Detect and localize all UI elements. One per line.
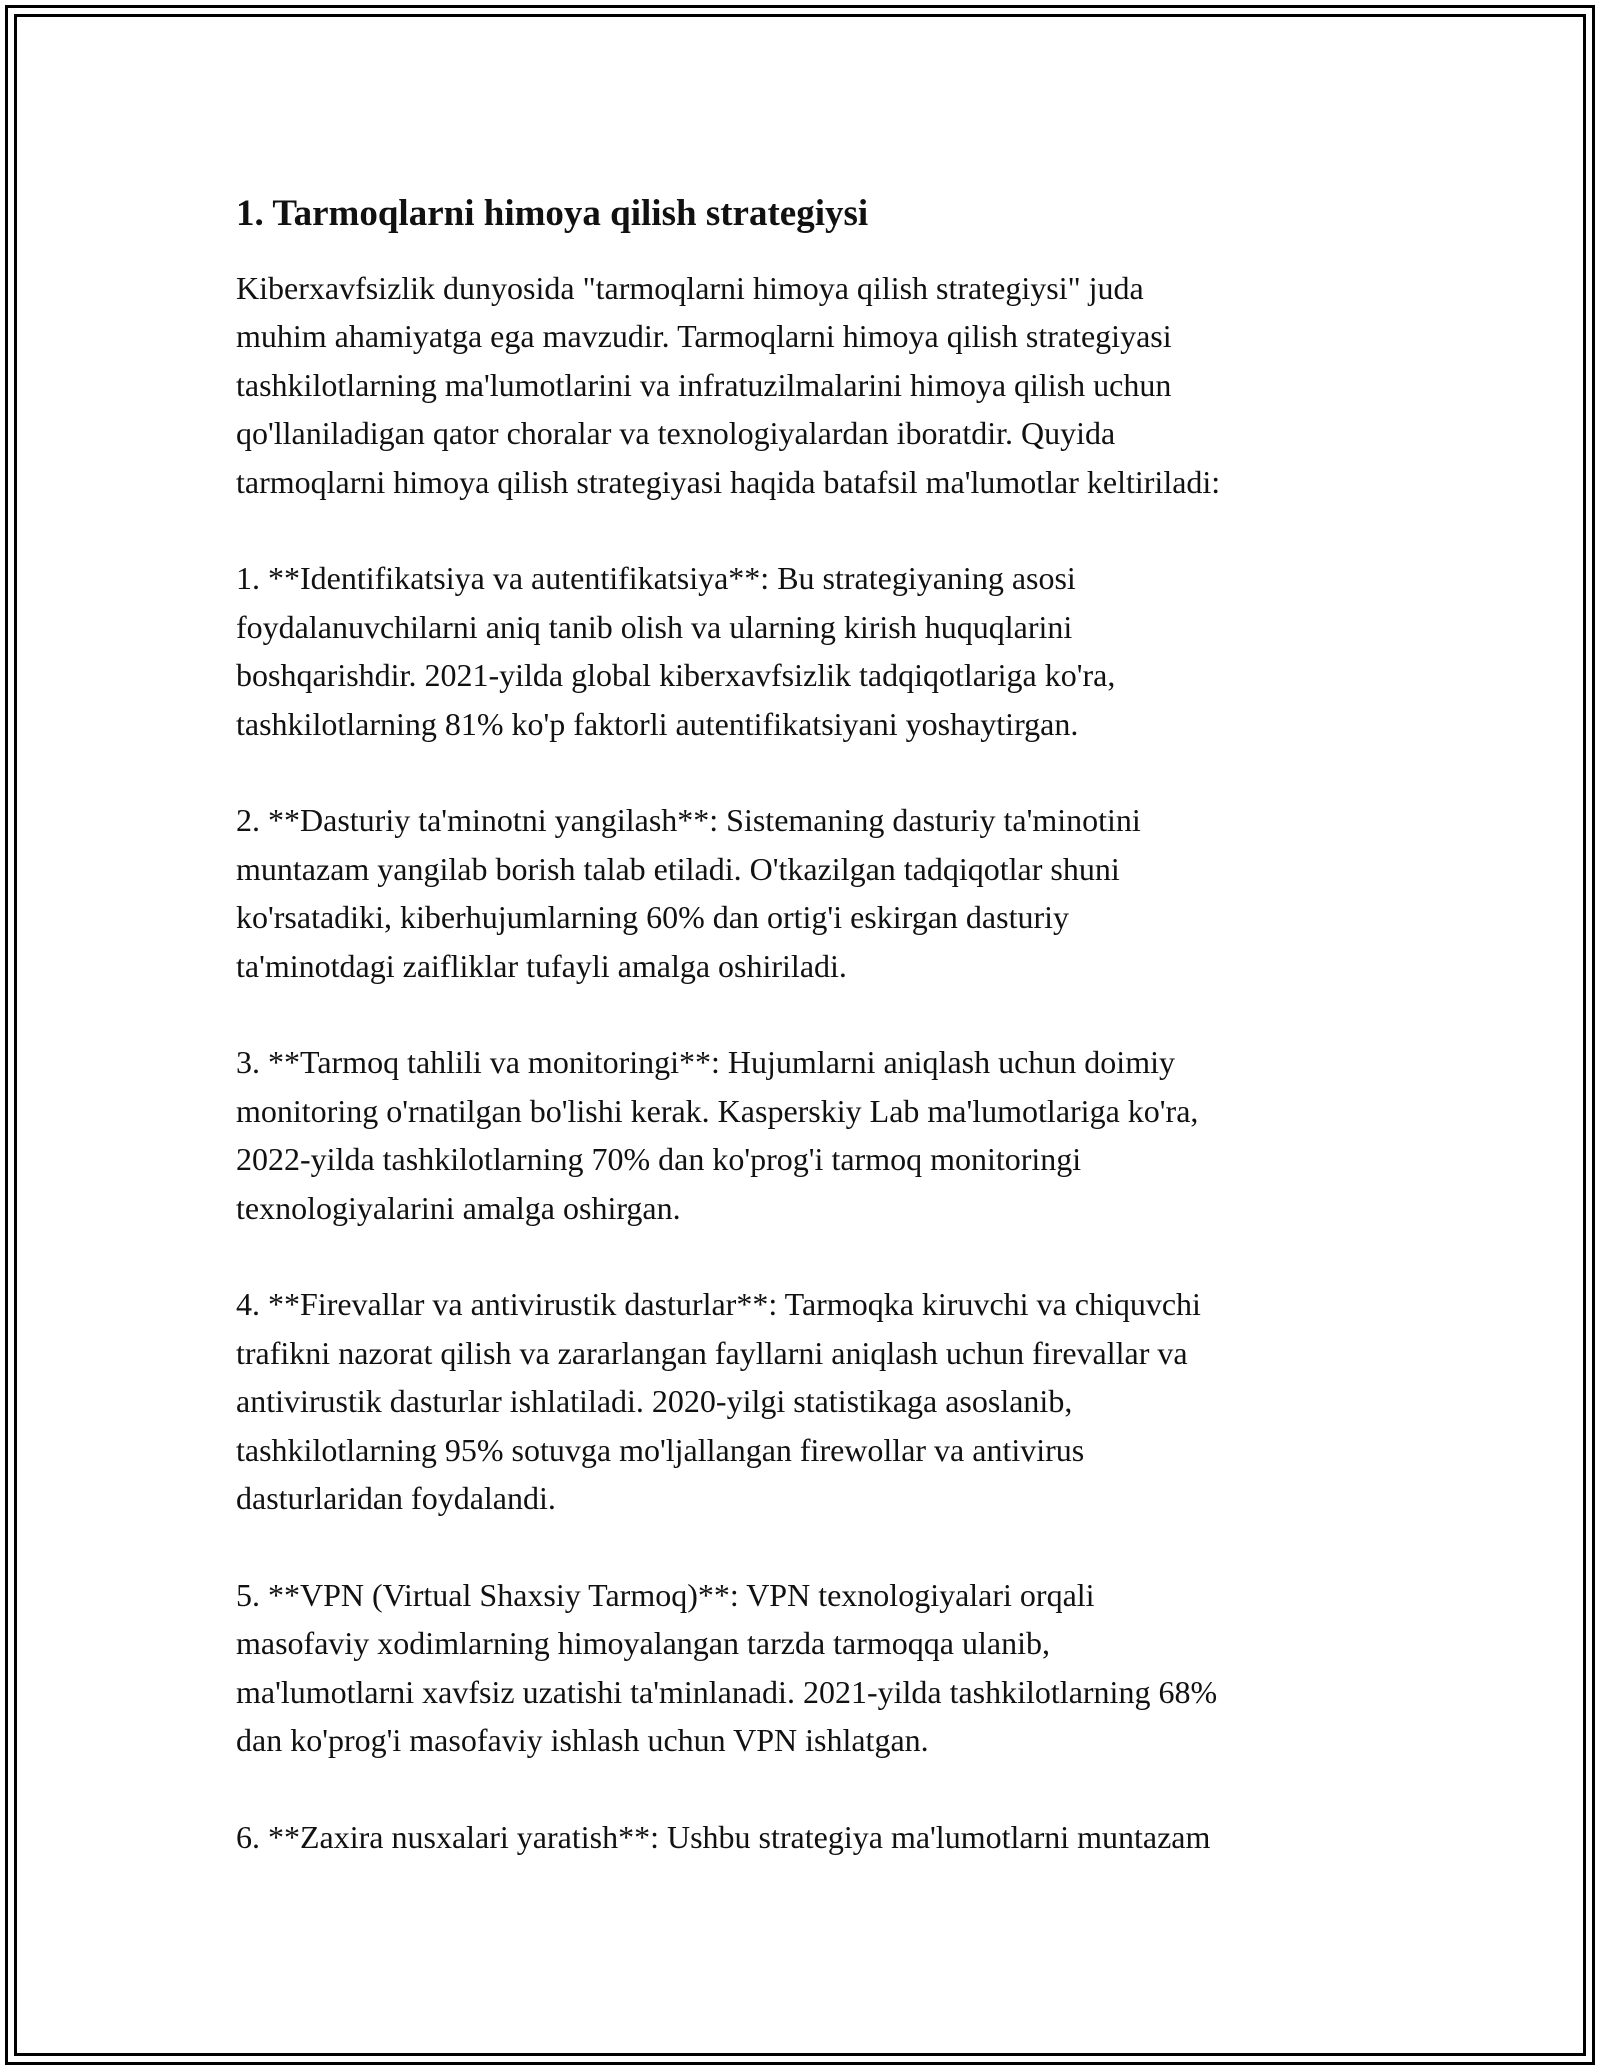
list-item-backups: 6. **Zaxira nusxalari yaratish**: Ushbu strategiya ma'lumotlarni muntazam	[236, 1818, 1211, 1855]
list-item-firewalls: 4. **Firevallar va antivirustik dasturlar**: Tarmoqka kiruvchi va chiquvchi trafikni nazorat qilish va zararlangan fayllarni aniqlash uchun firevallar va antivirustik dasturlar ishlatiladi. 2020-yilgi statistikaga asoslanib, tashkilotlarning 95% sotuvga mo'ljallangan firewollar va antivirus dasturlaridan foydalandi.	[236, 1286, 1201, 1517]
list-item-identification: 1. **Identifikatsiya va autentifikatsiya**: Bu strategiyaning asosi foydalanuvchilarni aniq tanib olish va ularning kirish huquqlarini boshqarishdir. 2021-yilda global kiberxavfsizlik tadqiqotlariga ko'ra, tashkilotlarning 81% ko'p faktorli autentifikatsiyani yoshaytirgan.	[236, 560, 1116, 742]
section-heading: 1. Tarmoqlarni himoya qilish strategiysi	[236, 193, 869, 234]
list-item-software-update: 2. **Dasturiy ta'minotni yangilash**: Sistemaning dasturiy ta'minotini muntazam yangilab borish talab etiladi. O'tkazilgan tadqiqotlar shuni ko'rsatadiki, kiberhujumlarning 60% dan ortig'i eskirgan dasturiy ta'minotdagi zaifliklar tufayli amalga oshiriladi.	[236, 802, 1141, 984]
list-item-network-monitoring: 3. **Tarmoq tahlili va monitoringi**: Hujumlarni aniqlash uchun doimiy monitoring o'rnatilgan bo'lishi kerak. Kasperskiy Lab ma'lumotlariga ko'ra, 2022-yilda tashkilotlarning 70% dan ko'prog'i tarmoq monitoringi texnologiyalarini amalga oshirgan.	[236, 1044, 1199, 1226]
intro-paragraph: Kiberxavfsizlik dunyosida "tarmoqlarni himoya qilish strategiysi" juda muhim ahamiyatga ega mavzudir. Tarmoqlarni himoya qilish strategiyasi tashkilotlarning ma'lumotlarini va infratuzilmalarini himoya qilish uchun qo'llaniladigan qator choralar va texnologiyalardan iboratdir. Quyida tarmoqlarni himoya qilish strategiyasi haqida batafsil ma'lumotlar keltiriladi:	[236, 270, 1221, 500]
list-item-vpn: 5. **VPN (Virtual Shaxsiy Tarmoq)**: VPN texnologiyalari orqali masofaviy xodimlarning himoyalangan tarzda tarmoqqa ulanib, ma'lumotlarni xavfsiz uzatishi ta'minlanadi. 2021-yilda tashkilotlarning 68% dan ko'prog'i masofaviy ishlash uchun VPN ishlatgan.	[236, 1576, 1218, 1759]
document-body	[236, 186, 1406, 1861]
